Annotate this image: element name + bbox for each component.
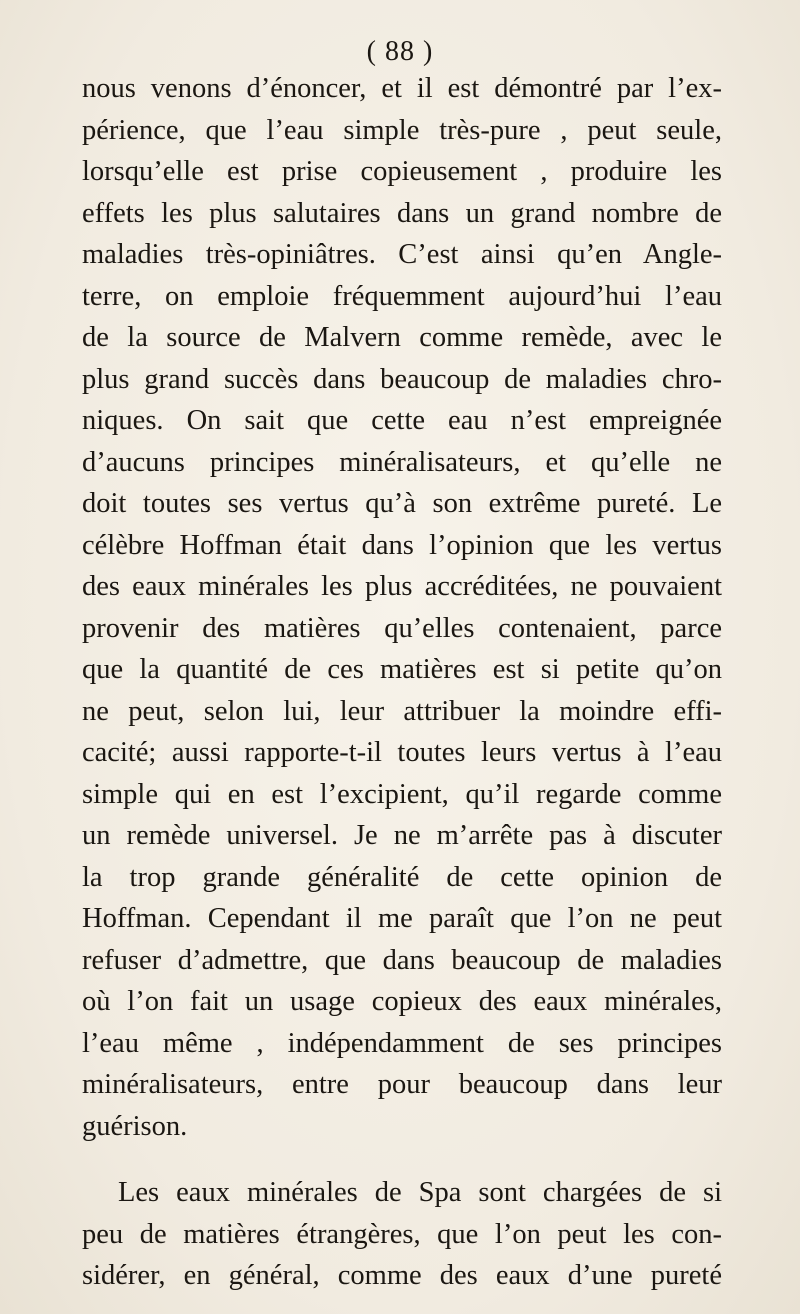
text-line: cacité; aussi rapporte-t-il toutes leurs vertus à l’eau — [82, 737, 722, 768]
text-line: l’eau même , indépendamment de ses principes — [82, 1027, 722, 1059]
text-line: Hoffman. Cependant il me paraît que l’on ne peut — [82, 903, 722, 934]
paragraph-gap — [82, 1147, 722, 1172]
text-line: lorsqu’elle est prise copieusement , produire les — [82, 156, 722, 187]
text-line: terre, on emploie fréquemment aujourd’hui l’eau — [82, 280, 722, 312]
text-line: un remède universel. Je ne m’arrête pas à discuter — [82, 820, 722, 851]
text-line: périence, que l’eau simple très-pure , peut seule, — [82, 114, 722, 146]
text-line: la trop grande généralité de cette opinion de — [82, 861, 722, 893]
text-line: ne peut, selon lui, leur attribuer la moindre effi- — [82, 695, 722, 727]
text-line: peu de matières étrangères, que l’on peut les con- — [82, 1218, 722, 1250]
text-line: guérison. — [82, 1110, 188, 1142]
text-line: où l’on fait un usage copieux des eaux minérales, — [82, 986, 722, 1017]
text-line: des eaux minérales les plus accréditées, ne pouvaient — [82, 571, 722, 602]
page-number: ( 88 ) — [366, 36, 434, 67]
text-line: simple qui en est l’excipient, qu’il regarde comme — [82, 778, 722, 810]
body-text — [82, 68, 722, 1297]
text-line: que la quantité de ces matières est si petite qu’on — [82, 654, 722, 685]
text-line: provenir des matières qu’elles contenaient, parce — [82, 612, 722, 644]
text-line: d’aucuns principes minéralisateurs, et qu’elle ne — [82, 446, 722, 478]
text-line: nous venons d’énoncer, et il est démontré par l’ex- — [82, 73, 722, 104]
text-line: plus grand succès dans beaucoup de maladies chro- — [82, 363, 722, 395]
text-line: minéralisateurs, entre pour beaucoup dans leur — [82, 1069, 722, 1100]
text-line: effets les plus salutaires dans un grand nombre de — [82, 197, 722, 229]
text-line: célèbre Hoffman était dans l’opinion que les vertus — [82, 529, 722, 561]
paragraph-2 — [82, 1172, 722, 1297]
text-line: maladies très-opiniâtres. C’est ainsi qu’en Angle- — [82, 239, 722, 270]
paragraph-1 — [82, 68, 722, 1147]
text-line: sidérer, en général, comme des eaux d’une pureté — [82, 1260, 722, 1291]
text-line: Les eaux minérales de Spa sont chargées de si — [118, 1177, 722, 1208]
text-line: doit toutes ses vertus qu’à son extrême pureté. Le — [82, 488, 722, 519]
text-line: niques. On sait que cette eau n’est empreignée — [82, 405, 722, 436]
text-line: de la source de Malvern comme remède, avec le — [82, 322, 722, 353]
text-line: refuser d’admettre, que dans beaucoup de maladies — [82, 944, 722, 976]
